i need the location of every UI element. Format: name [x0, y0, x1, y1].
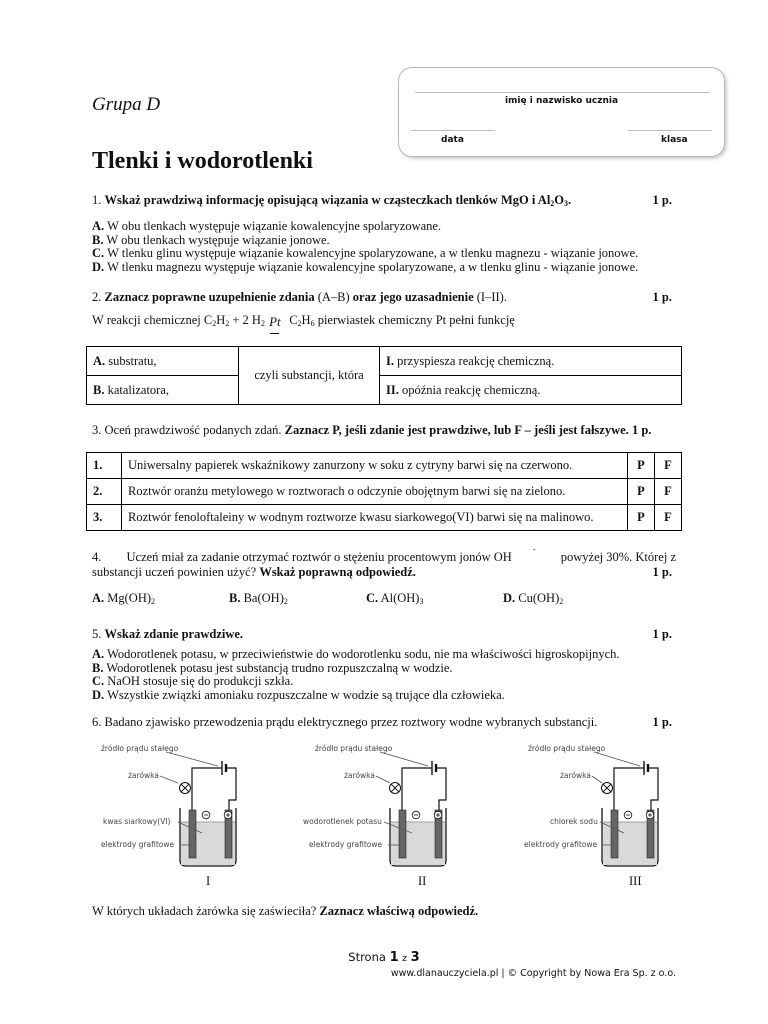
- q4-prompt-line2: substancji uczeń powinien użyć? Wskaż poprawną odpowiedź.: [92, 565, 416, 579]
- source-label: źródło prądu stałego: [528, 744, 606, 753]
- solution-label: chlorek sodu: [550, 817, 598, 826]
- q4-points: 1 p.: [652, 565, 672, 579]
- source-label: źródło prądu stałego: [101, 744, 179, 753]
- q1-option-c[interactable]: C. W tlenku glinu występuje wiązanie kowalencyjne spolaryzowane, a w tlenku magnezu - wiązanie jonowe.: [92, 246, 639, 261]
- table-row: [87, 505, 682, 531]
- q2-normal1: (A–B): [317, 290, 350, 304]
- q1-option-b[interactable]: B. W obu tlenkach występuje wiązanie jonowe.: [92, 232, 330, 247]
- q2-option-i[interactable]: I. przyspiesza reakcję chemiczną.: [380, 347, 682, 376]
- q2-option-ii[interactable]: II. opóźnia reakcję chemiczną.: [380, 376, 682, 405]
- q5-option-c[interactable]: C. NaOH stosuje się do produkcji szkła.: [92, 674, 294, 689]
- source-label: źródło prądu stałego: [315, 744, 393, 753]
- student-name-label: imię i nazwisko ucznia: [504, 96, 619, 106]
- q2-prompt: [92, 290, 507, 304]
- q2-reaction: W reakcji chemicznej $C_2H_2 + 2$ $H_2$ Pt $C_2H_6$ pierwiastek chemiczny Pt pełni funkcję: [92, 313, 515, 327]
- q1-option-a[interactable]: A. W obu tlenkach występuje wiązanie kowalencyjne spolaryzowane.: [92, 219, 442, 233]
- electrodes-label: elektrody grafitowe: [524, 840, 598, 849]
- copyright-footer: www.dlanauczyciela.pl | © Copyright by Nowa Era Sp. z o.o.: [390, 968, 676, 979]
- q3-row-number: 2.: [87, 479, 122, 505]
- q1-text-mid: O: [554, 193, 565, 207]
- q2-number: 2.: [92, 290, 102, 304]
- q5-prompt: 5. Wskaż zdanie prawdziwe.: [92, 627, 244, 641]
- q2-reaction-pre: W reakcji chemicznej C: [92, 313, 213, 327]
- group-label: Grupa D: [92, 94, 161, 115]
- page-title: Tlenki i wodorotlenki: [92, 148, 313, 174]
- q3-true-option[interactable]: P: [628, 453, 655, 479]
- q3-prompt: 3. Oceń prawdziwość podanych zdań. Zaznacz P, jeśli zdanie jest prawdziwe, lub F – jeśli jest fałszywe. 1 p.: [92, 423, 652, 437]
- q3-row-text: Roztwór oranżu metylowego w roztworach o odczynie obojętnym barwi się na zielono.: [122, 479, 628, 505]
- q5-options: [92, 648, 620, 702]
- diagram-label-iii: III: [629, 874, 642, 888]
- q1-points: 1 p.: [652, 193, 672, 207]
- date-label: data: [441, 135, 464, 145]
- q2-table: [86, 346, 682, 405]
- electrodes-label: elektrody grafitowe: [309, 840, 383, 849]
- q2-bold2: oraz jego uzasadnienie: [352, 290, 474, 304]
- q6-points: 1 p.: [652, 715, 672, 729]
- solution-label: kwas siarkowy(VI): [103, 817, 171, 826]
- q3-row-text: Uniwersalny papierek wskaźnikowy zanurzony w soku z cytryny barwi się na czerwono.: [122, 453, 628, 479]
- bulb-label: żarówka: [128, 771, 159, 780]
- q3-false-option[interactable]: F: [655, 453, 682, 479]
- q3-row-number: 1.: [87, 453, 122, 479]
- student-info-box: [398, 67, 725, 157]
- bulb-label: żarówka: [344, 771, 375, 780]
- site-link[interactable]: www.dlanauczyciela.pl: [390, 968, 499, 979]
- q4-option-b[interactable]: B. $Ba(OH)_2$: [229, 591, 288, 606]
- date-line: [411, 130, 495, 131]
- electrodes-label: elektrody grafitowe: [101, 840, 175, 849]
- q3-false-option[interactable]: F: [655, 505, 682, 531]
- q1-option-d[interactable]: D. W tlenku magnezu występuje wiązanie kowalencyjne spolaryzowane, a w tlenku glinu - wiązanie jonowe.: [92, 259, 639, 274]
- student-name-line: [415, 92, 710, 93]
- q2-catalyst-label: Pt: [269, 314, 281, 329]
- q4-option-a[interactable]: A. $Mg(OH)_2$: [92, 591, 156, 606]
- page-number: Strona 1 z 3: [348, 950, 420, 965]
- q6-prompt: 6. Badano zjawisko przewodzenia prądu elektrycznego przez roztwory wodne wybranych substancji.: [92, 715, 598, 729]
- q1-number: 1.: [92, 193, 102, 207]
- q5-option-b[interactable]: B. Wodorotlenek potasu jest substancją trudno rozpuszczalną w wodzie.: [92, 660, 453, 675]
- q6-question: W których układach żarówka się zaświeciła? Zaznacz właściwą odpowiedź.: [92, 904, 479, 918]
- circuit-diagram-2: [300, 738, 450, 878]
- diagram-label-ii: II: [418, 874, 427, 888]
- class-line: [628, 130, 712, 131]
- q2-option-a[interactable]: A. substratu,: [87, 347, 239, 376]
- q4-option-c[interactable]: C. $Al(OH)_3$: [366, 591, 424, 606]
- q5-points: 1 p.: [652, 627, 672, 641]
- q4-prompt-line1: 4. Uczeń miał za zadanie otrzymać roztwór o stężeniu procentowym jonów OH - powyżej 30%. Której z: [92, 545, 676, 564]
- class-label: klasa: [661, 135, 688, 145]
- q3-row-number: 3.: [87, 505, 122, 531]
- q3-true-option[interactable]: P: [628, 505, 655, 531]
- q4-option-d[interactable]: D. $Cu(OH)_2$: [503, 591, 564, 606]
- q2-middle-text: czyli substancji, która: [239, 347, 380, 405]
- q2-reaction-post: pierwiastek chemiczny Pt pełni funkcję: [317, 313, 515, 327]
- q1-text: Wskaż prawdziwą informację opisującą wiązania w cząsteczkach tlenków MgO i Al: [104, 193, 551, 207]
- bulb-label: żarówka: [560, 771, 591, 780]
- diagram-label-i: I: [206, 874, 211, 888]
- solution-label: wodorotlenek potasu: [303, 817, 382, 826]
- q5-option-a[interactable]: A. Wodorotlenek potasu, w przeciwieństwie do wodorotlenku sodu, nie ma właściwości higroskopijnych.: [92, 647, 620, 661]
- q2-normal2: (I–II).: [476, 290, 507, 304]
- q5-option-d[interactable]: D. Wszystkie związki amoniaku rozpuszczalne w wodzie są trujące dla człowieka.: [92, 687, 505, 702]
- q1-text-end: .: [568, 193, 572, 207]
- q3-table: [86, 452, 682, 531]
- circuit-diagram-1: [98, 738, 248, 878]
- table-row: [87, 453, 682, 479]
- q2-option-b[interactable]: B. katalizatora,: [87, 376, 239, 405]
- q1-sub2: 3: [564, 199, 569, 208]
- circuit-diagram-3: [518, 738, 668, 878]
- q1-sub: 2: [550, 199, 555, 208]
- q1-options: [92, 220, 638, 274]
- table-row: [87, 479, 682, 505]
- q3-false-option[interactable]: F: [655, 479, 682, 505]
- q3-row-text: Roztwór fenoloftaleiny w wodnym roztworze kwasu siarkowego(VI) barwi się na malinowo.: [122, 505, 628, 531]
- q1-prompt: [92, 193, 571, 207]
- q3-true-option[interactable]: P: [628, 479, 655, 505]
- q2-points: 1 p.: [652, 290, 672, 304]
- q2-bold1: Zaznacz poprawne uzupełnienie zdania: [104, 290, 315, 304]
